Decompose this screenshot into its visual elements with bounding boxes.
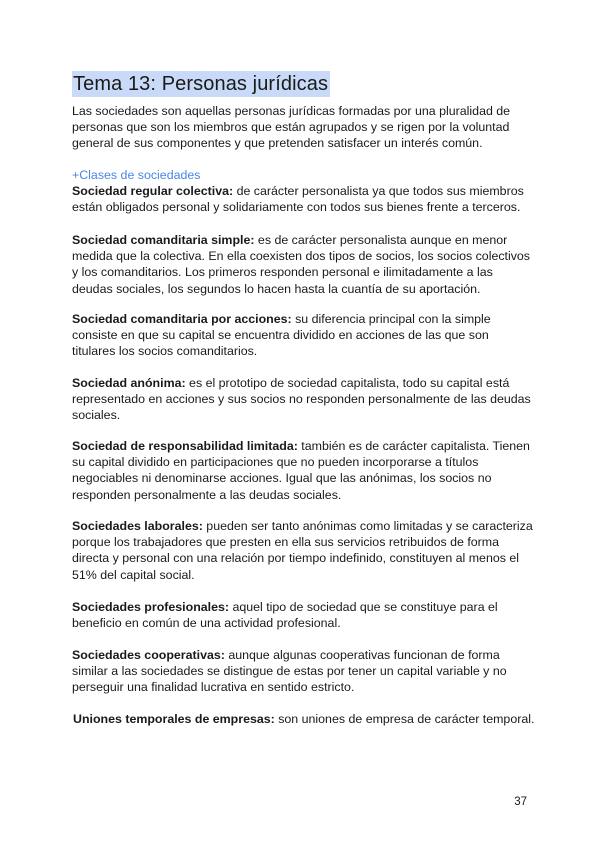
entry-term: Sociedades cooperativas: (72, 648, 225, 662)
entry-text: su diferencia principal con la simple consiste en que su capital se encuentra dividido en acciones de las que son titulares los socios comanditarios. (72, 312, 491, 359)
entry-sociedad-anonima (72, 375, 534, 424)
page-number: 37 (514, 796, 527, 808)
entry-term: Uniones temporales de empresas: (73, 712, 275, 726)
entry-term: Sociedad comanditaria por acciones: (72, 312, 292, 326)
entry-text: aunque algunas cooperativas funcionan de forma similar a las sociedades se distingue de estas por tener un capital variable y no perseguir una finalidad lucrativa en sentido estricto. (72, 648, 507, 695)
entry-term: Sociedad anónima: (72, 376, 186, 390)
section-subheading: +Clases de sociedades (72, 168, 201, 182)
entry-sociedad-comanditaria-simple (72, 232, 534, 297)
entry-sociedades-laborales (72, 518, 534, 583)
intro-paragraph: Las sociedades son aquellas personas jurídicas formadas por una pluralidad de personas que son los miembros que están agrupados y se rigen por la voluntad general de sus componentes y que pretenden satisfacer un interés común. (72, 104, 511, 151)
entry-uniones-temporales-de-empresas (73, 711, 543, 727)
page-title: Tema 13: Personas jurídicas (73, 73, 329, 95)
entry-text: es el prototipo de sociedad capitalista, todo su capital está representado en acciones y sus socios no responden personalmente de las deudas sociales. (72, 376, 531, 423)
entry-sociedades-cooperativas (72, 647, 534, 696)
entry-term: Sociedad regular colectiva: (72, 184, 234, 198)
entry-text: es de carácter personalista aunque en menor medida que la colectiva. En ella coexisten dos tipos de socios, los socios colectivos y los comanditarios. Los primeros responden personal e ilimitadamente a las deudas sociales, los segundos lo hacen hasta la cuantía de su aportación. (72, 233, 531, 296)
entry-term: Sociedades profesionales: (72, 600, 230, 614)
entry-text: de carácter personalista ya que todos sus miembros están obligados personal y solidariamente con todos sus bienes frente a terceros. (72, 184, 524, 215)
entry-term: Sociedad de responsabilidad limitada: (72, 439, 298, 453)
entry-sociedad-comanditaria-por-acciones (72, 311, 534, 360)
entry-text: aquel tipo de sociedad que se constituye para el beneficio en común de una actividad profesional. (72, 600, 498, 631)
entry-text: son uniones de empresa de carácter temporal. (274, 712, 535, 726)
entry-term: Sociedades laborales: (72, 519, 203, 533)
entry-sociedades-profesionales (72, 599, 534, 631)
entry-text: también es de carácter capitalista. Tienen su capital dividido en participaciones que no pueden incorporarse a títulos negociables ni denominarse acciones. Igual que las anónimas, los socios no responden personalmente a las deudas sociales. (72, 439, 530, 502)
entry-sociedad-responsabilidad-limitada (72, 438, 534, 503)
entry-text: pueden ser tanto anónimas como limitadas y se caracteriza porque los trabajadores que presten en ella sus servicios retribuidos de forma directa y personal con una relación por tiempo indefinido, constituyen al menos el 51% del capital social. (72, 519, 533, 582)
entry-term: Sociedad comanditaria simple: (72, 233, 255, 247)
entry-sociedad-regular-colectiva (72, 183, 534, 215)
